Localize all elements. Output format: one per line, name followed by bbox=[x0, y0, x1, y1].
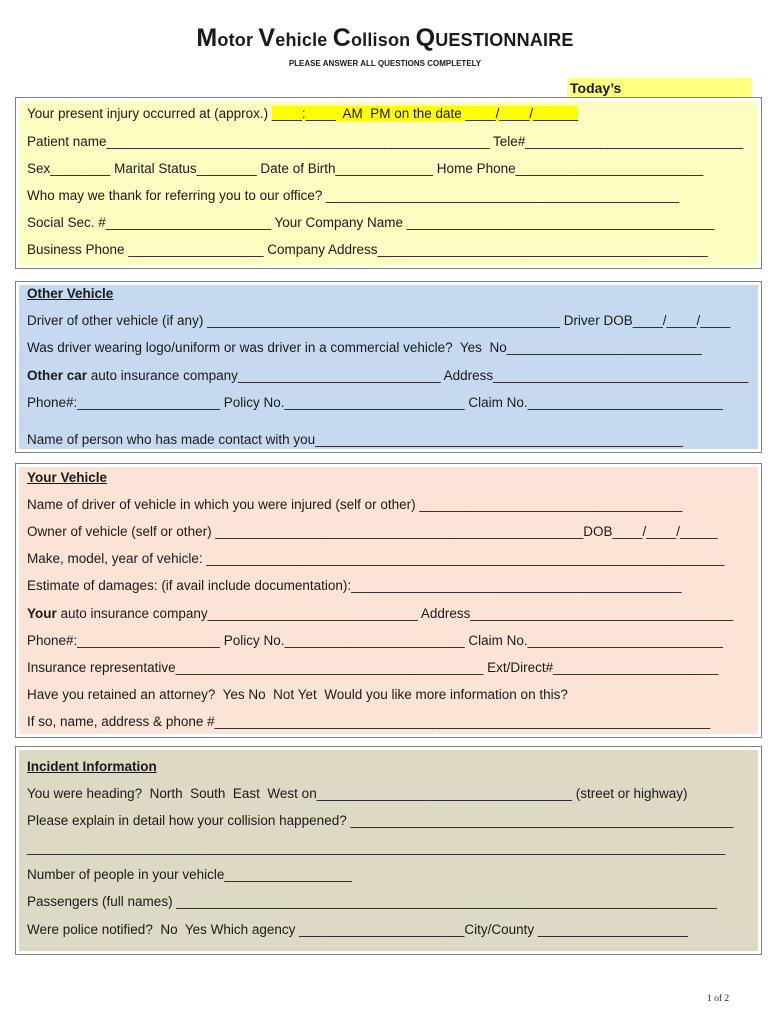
damage-estimate-line[interactable]: Estimate of damages: (if avail include documentation):____________________________________________ bbox=[27, 578, 682, 593]
insurance-rep-line[interactable]: Insurance representative_________________________________________ Ext/Direct#______________________ bbox=[27, 660, 719, 675]
social-security-line[interactable]: Social Sec. #______________________ Your Company Name _________________________________________ bbox=[27, 215, 715, 230]
other-driver-line[interactable]: Driver of other vehicle (if any) _______________________________________________ Driver DOB____/____/____ bbox=[27, 313, 731, 328]
collision-explain-continued[interactable]: _____________________________________________________________________________________________ bbox=[27, 840, 726, 855]
other-vehicle-heading: Other Vehicle bbox=[27, 286, 114, 301]
uniform-question-line[interactable]: Was driver wearing logo/uniform or was driver in a commercial vehicle? Yes No__________________________ bbox=[27, 340, 702, 355]
your-insurance-line[interactable]: Your auto insurance company____________________________ Address___________________________________ bbox=[27, 606, 734, 621]
attorney-question-line[interactable]: Have you retained an attorney? Yes No Not Yet Would you like more information on this? bbox=[27, 687, 568, 702]
police-line[interactable]: Were police notified? No Yes Which agency ______________________City/County ____________________ bbox=[27, 922, 689, 937]
other-insurance-line[interactable]: Other car auto insurance company___________________________ Address__________________________________ bbox=[27, 368, 749, 383]
incident-heading: Incident Information bbox=[27, 759, 157, 774]
other-vehicle-section bbox=[15, 281, 762, 453]
referral-line[interactable]: Who may we thank for referring you to our office? _______________________________________________ bbox=[27, 188, 680, 203]
passengers-line[interactable]: Passengers (full names) ________________________________________________________________________ bbox=[27, 894, 717, 909]
sex-marital-dob-line[interactable]: Sex________ Marital Status________ Date of Birth_____________ Home Phone_________________________ bbox=[27, 161, 704, 176]
business-phone-line[interactable]: Business Phone __________________ Company Address____________________________________________ bbox=[27, 242, 708, 257]
people-count-line[interactable]: Number of people in your vehicle_________________ bbox=[27, 867, 352, 882]
other-phone-policy-line[interactable]: Phone#:___________________ Policy No.________________________ Claim No.__________________________ bbox=[27, 395, 723, 410]
your-phone-policy-line[interactable]: Phone#:___________________ Policy No.________________________ Claim No.__________________________ bbox=[27, 633, 723, 648]
patient-name-line[interactable]: Patient name___________________________________________________ Tele#_____________________________ bbox=[27, 134, 743, 149]
attorney-details-line[interactable]: If so, name, address & phone #__________________________________________________________________ bbox=[27, 714, 711, 729]
heading-direction-line[interactable]: You were heading? North South East West on__________________________________ (street or highway) bbox=[27, 786, 688, 801]
page-number: 1 of 2 bbox=[707, 994, 730, 1004]
collision-explain-line[interactable]: Please explain in detail how your collision happened? ___________________________________________________ bbox=[27, 813, 734, 828]
owner-line[interactable]: Owner of vehicle (self or other) _________________________________________________DOB____/____/_____ bbox=[27, 524, 718, 539]
form-title: Motor Vehicle Collison QUESTIONNAIRE bbox=[196, 24, 574, 52]
form-subtitle: PLEASE ANSWER ALL QUESTIONS COMPLETELY bbox=[288, 59, 482, 68]
contact-person-line[interactable]: Name of person who has made contact with you_________________________________________________ bbox=[27, 432, 684, 447]
todays-date-field[interactable]: Today’s bbox=[567, 78, 752, 98]
your-vehicle-heading: Your Vehicle bbox=[27, 470, 108, 485]
make-model-line[interactable]: Make, model, year of vehicle: _____________________________________________________________________ bbox=[27, 551, 725, 566]
your-driver-line[interactable]: Name of driver of vehicle in which you were injured (self or other) ___________________________________ bbox=[27, 497, 683, 512]
injury-time-line[interactable]: Your present injury occurred at (approx.) ____:____ AM PM on the date ____/____/______ bbox=[27, 106, 579, 121]
